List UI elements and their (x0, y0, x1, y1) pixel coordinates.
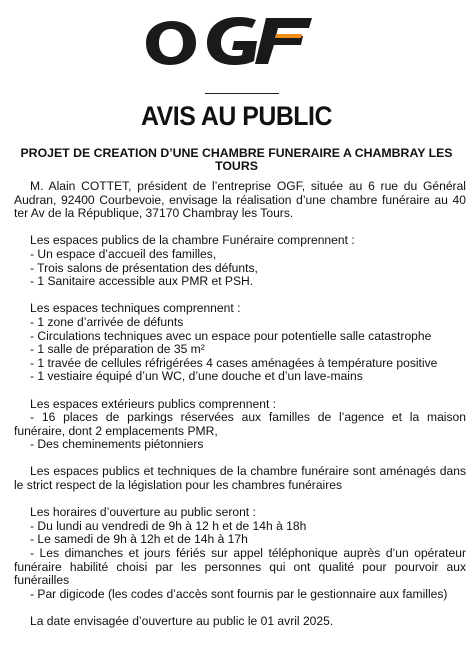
exterior-spaces-heading: Les espaces extérieurs publics comprennent : (30, 396, 277, 411)
list-item: - Circulations techniques avec un espace pour potentielle salle catastrophe (30, 328, 432, 343)
public-spaces-heading: Les espaces publics de la chambre Funéraire comprennent : (30, 233, 355, 248)
list-item: - 1 travée de cellules réfrigérées 4 cases aménagées à température positive (30, 355, 438, 370)
project-subtitle: PROJET DE CREATION D’UNE CHAMBRE FUNERAIRE A CHAMBRAY LES TOURS (20, 146, 453, 173)
ogf-logo (0, 12, 473, 74)
list-item: - 16 places de parkings réservées aux familles de l’agence et la maison funéraire, dont 2 emplacements PMR, (14, 410, 466, 438)
list-item: - Un espace d’accueil des familles, (30, 246, 217, 261)
list-item: - Du lundi au vendredi de 9h à 12 h et de 14h à 18h (30, 518, 307, 533)
list-item: - 1 vestiaire équipé d’un WC, d’une douche et d’un lave-mains (30, 369, 363, 384)
list-item: - Le samedi de 9h à 12h et de 14h à 17h (30, 532, 248, 547)
logo-letter-g (207, 17, 257, 65)
intro-paragraph: M. Alain COTTET, président de l’entreprise OGF, située au 6 rue du Général Audran, 92400 Courbevoie, envisage la réalisation d’une chambre funéraire au 40 ter Av de la République, 37170 Chambray les Tours. (14, 179, 466, 221)
list-item: - Des cheminements piétonniers (30, 437, 204, 452)
logo-letter-f (255, 18, 312, 64)
compliance-paragraph: Les espaces publics et techniques de la chambre funéraire sont aménagés dans le strict respect de la législation pour les chambres funéraires (14, 464, 466, 493)
page-title: AVIS AU PUBLIC (141, 101, 332, 131)
list-item: - 1 salle de préparation de 35 m² (30, 342, 205, 357)
logo-letter-o (146, 21, 196, 65)
list-item: - 1 zone d’arrivée de défunts (30, 314, 184, 329)
hours-heading: Les horaires d’ouverture au public seront : (30, 505, 256, 520)
notice-body (14, 180, 466, 629)
list-item: - Par digicode (les codes d’accès sont fournis par le gestionnaire aux familles) (30, 586, 448, 601)
technical-spaces-heading: Les espaces techniques comprennent : (30, 301, 241, 316)
closing-paragraph: La date envisagée d’ouverture au public le 01 avril 2025. (30, 614, 334, 628)
list-item: - Les dimanches et jours fériés sur appel téléphonique auprès d’un opérateur funéraire habilité choisi par les personnes qui ont qualité pour pourvoir aux funérailles (14, 546, 466, 588)
list-item: - 1 Sanitaire accessible aux PMR et PSH. (30, 274, 254, 289)
logo-accent (275, 34, 302, 38)
list-item: - Trois salons de présentation des défunts, (30, 260, 258, 275)
title-rule (205, 93, 279, 94)
